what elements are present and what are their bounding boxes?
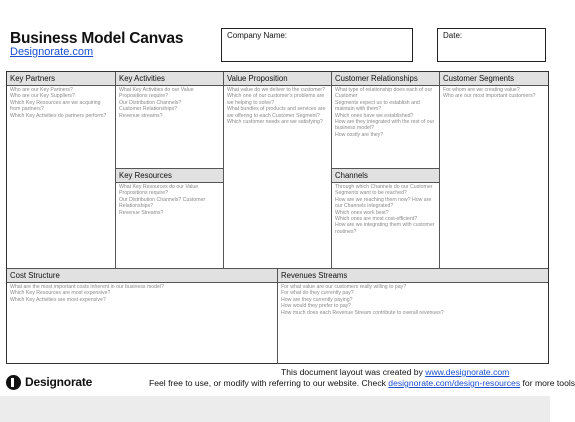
date-label: Date: [443, 31, 463, 40]
question-line: Our Distribution Channels? [119, 99, 182, 106]
question-line: Who are our most important customers? [443, 93, 536, 100]
footer-credit [281, 367, 509, 377]
key-resources-block[interactable] [116, 169, 224, 269]
key-resources-title: Key Resources [116, 169, 223, 183]
revenue-streams-block[interactable] [278, 269, 548, 364]
cost-structure-questions [7, 283, 277, 303]
customer-relationships-block[interactable] [332, 72, 440, 169]
cost-structure-block[interactable] [7, 269, 278, 364]
key-partners-questions [7, 86, 115, 119]
channels-questions [332, 183, 439, 235]
key-partners-block[interactable] [7, 72, 116, 269]
value-proposition-questions [224, 86, 331, 125]
footer-credit-text: This document layout was created by [281, 367, 426, 377]
designorate-logo [6, 374, 92, 390]
question-line: For what do they currently pay? [281, 290, 354, 297]
company-name-field[interactable] [221, 28, 413, 62]
key-activities-questions [116, 86, 223, 119]
question-line: How costly are they? [335, 131, 384, 138]
key-partners-title: Key Partners [7, 72, 115, 86]
question-line: What type of relationship does each of our Customer [335, 87, 433, 100]
page-title: Business Model Canvas [10, 30, 184, 47]
key-activities-block[interactable] [116, 72, 224, 169]
revenue-streams-questions [278, 283, 548, 316]
logo-text: Designorate [25, 375, 93, 389]
question-line: How are they currently paying? [281, 296, 353, 303]
question-line: Which ones are most cost-efficient? [335, 216, 418, 223]
question-line: How are we reaching them now? How are our Channels integrated? [335, 196, 432, 210]
question-line: Which Key Resources are most expensive? [10, 290, 111, 297]
question-line: Which one of our customer's problems are we helping to solve? [227, 93, 325, 106]
customer-segments-block[interactable] [440, 72, 548, 269]
footer-resources-link[interactable]: designorate.com/design-resources [388, 378, 521, 388]
question-line: Who are our Key Suppliers? [10, 93, 75, 100]
customer-segments-title: Customer Segments [440, 72, 548, 86]
channels-block[interactable] [332, 169, 440, 269]
question-line: Which Key Activities do partners perform? [10, 112, 107, 119]
question-line: Which customer needs are we satisfying? [227, 119, 323, 126]
site-link[interactable]: Designorate.com [10, 46, 94, 58]
footer-usage-note [149, 378, 575, 388]
question-line: What value do we deliver to the customer? [227, 87, 326, 93]
customer-segments-questions [440, 86, 548, 100]
channels-title: Channels [332, 169, 439, 183]
question-line: Which Key Activities are most expensive? [10, 296, 106, 303]
question-line: Revenue Streams? [119, 209, 164, 216]
revenue-streams-title: Revenues Streams [278, 269, 548, 283]
footer-credit-link[interactable]: www.designorate.com [425, 367, 510, 377]
question-line: Our Distribution Channels? Customer Relationships? [119, 196, 206, 210]
footer-usage-tail: for more tools [520, 378, 575, 388]
question-line: What Key Resources do our Value Propositions require? [119, 184, 199, 197]
value-proposition-block[interactable] [224, 72, 332, 269]
value-proposition-title: Value Proposition [224, 72, 331, 86]
question-line: How would they prefer to pay? [281, 303, 352, 310]
question-line: Which Key Resources are we acquiring from partners? [10, 99, 101, 113]
company-name-label: Company Name: [227, 31, 288, 40]
question-line: For whom are we creating value? [443, 87, 520, 93]
question-line: Through which Channels do our Customer Segments want to be reached? [335, 184, 433, 197]
question-line: What bundles of products and services are we offering to each Customer Segment? [227, 106, 326, 119]
key-resources-questions [116, 183, 223, 216]
question-line: What Key Activities do our Value Propositions require? [119, 87, 194, 100]
question-line: How are they integrated with the rest of our business model? [335, 119, 435, 132]
question-line: How are we integrating them with customer routines? [335, 222, 435, 235]
question-line: Customer Relationships? [119, 106, 177, 113]
question-line: Who are our Key Partners? [10, 87, 73, 93]
question-line: What are the most important costs inherent in our business model? [10, 284, 164, 290]
question-line: Segments expect us to establish and maintain with them? [335, 99, 420, 113]
footer-usage-text: Feel free to use, or modify with referring to our website. Check [149, 378, 389, 388]
key-activities-title: Key Activities [116, 72, 223, 86]
customer-relationships-questions [332, 86, 439, 138]
designorate-logo-icon [6, 375, 21, 390]
business-model-grid [6, 71, 549, 364]
customer-relationships-title: Customer Relationships [332, 72, 439, 86]
cost-structure-title: Cost Structure [7, 269, 277, 283]
question-line: Revenue streams? [119, 112, 163, 119]
date-field[interactable] [437, 28, 546, 62]
question-line: How much does each Revenue Stream contribute to overall revenues? [281, 309, 444, 316]
question-line: Which ones have we established? [335, 112, 414, 119]
footer-band [0, 396, 550, 422]
question-line: Which ones work best? [335, 209, 389, 216]
question-line: For what value are our customers really willing to pay? [281, 284, 407, 290]
